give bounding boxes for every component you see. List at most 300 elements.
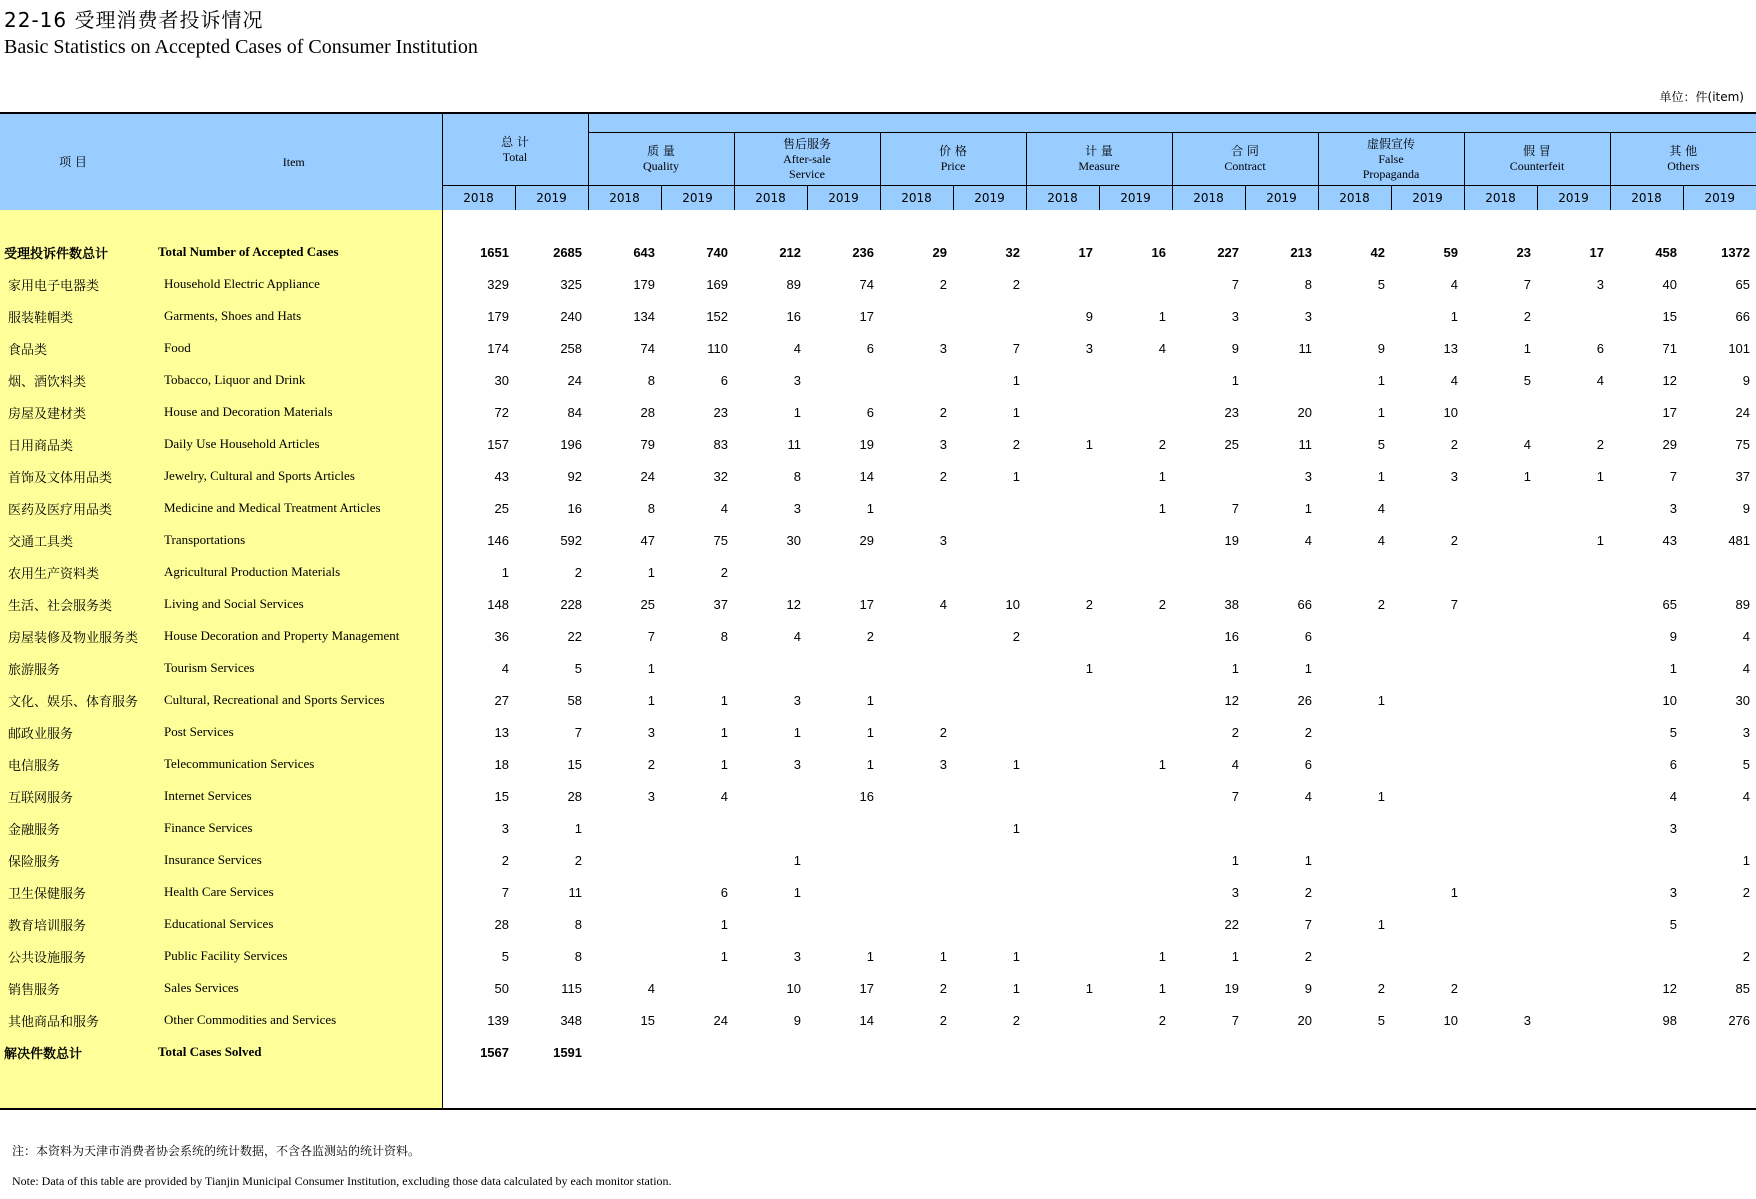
row-label-cn: 服装鞋帽类: [0, 300, 146, 332]
table-cell: [588, 908, 661, 940]
table-cell: [1026, 1036, 1099, 1068]
table-cell: 1: [1012, 372, 1021, 388]
table-cell: 3: [1669, 884, 1678, 900]
table-cell: 4: [1450, 372, 1459, 388]
row-label-en: Medicine and Medical Treatment Articles: [146, 492, 442, 524]
table-cell: [661, 812, 734, 844]
row-pad: [1172, 210, 1245, 236]
header-group-8: [1610, 133, 1756, 186]
table-cell: [1099, 684, 1172, 716]
table-cell: [1464, 780, 1537, 812]
table-cell: 1: [1231, 372, 1240, 388]
table-cell: 8: [574, 948, 583, 964]
table-row: [0, 748, 1756, 780]
table-cell: 3: [647, 724, 656, 740]
table-cell: 4: [720, 500, 729, 516]
table-cell: [1391, 1036, 1464, 1068]
table-cell: 4: [939, 596, 948, 612]
table-cell: 32: [1005, 244, 1021, 260]
table-cell: 3: [793, 756, 802, 772]
row-pad: [953, 210, 1026, 236]
table-cell: 1: [1450, 884, 1459, 900]
table-cell: 79: [640, 436, 656, 452]
table-cell: [1610, 1036, 1683, 1068]
row-label-en: Total Cases Solved: [146, 1036, 442, 1068]
row-label-en: Tobacco, Liquor and Drink: [146, 364, 442, 396]
table-cell: 240: [560, 308, 583, 324]
table-cell: [1537, 908, 1610, 940]
table-row: [0, 1004, 1756, 1036]
table-cell: [1464, 396, 1537, 428]
table-cell: 4: [1450, 276, 1459, 292]
table-cell: 2: [1523, 308, 1532, 324]
table-cell: 134: [633, 308, 656, 324]
table-cell: 29: [1662, 436, 1678, 452]
table-cell: 9: [1377, 340, 1386, 356]
table-cell: [661, 844, 734, 876]
row-label-en: Agricultural Production Materials: [146, 556, 442, 588]
table-cell: [1391, 940, 1464, 972]
table-cell: [1099, 876, 1172, 908]
table-cell: 2: [1012, 436, 1021, 452]
table-cell: 1: [574, 820, 583, 836]
table-cell: 26: [1297, 692, 1313, 708]
table-cell: [661, 1036, 734, 1068]
table-cell: 9: [1085, 308, 1094, 324]
table-cell: 1: [1377, 372, 1386, 388]
header-group-en: Price: [940, 159, 966, 173]
table-cell: 17: [859, 980, 875, 996]
row-label-cn: 房屋及建材类: [0, 396, 146, 428]
row-label-en: Jewelry, Cultural and Sports Articles: [146, 460, 442, 492]
table-row: [0, 780, 1756, 812]
row-pad: [1318, 1068, 1391, 1109]
table-cell: 3: [939, 340, 948, 356]
table-cell: 1: [647, 692, 656, 708]
table-cell: 1: [442, 556, 515, 588]
table-cell: [1245, 556, 1318, 588]
table-cell: 3: [1523, 1012, 1532, 1028]
table-cell: 3: [647, 788, 656, 804]
table-cell: [1464, 844, 1537, 876]
table-cell: [880, 556, 953, 588]
table-cell: 17: [1078, 244, 1094, 260]
table-cell: 28: [567, 788, 583, 804]
table-cell: 2: [1450, 532, 1459, 548]
table-cell: 1: [1085, 980, 1094, 996]
table-cell: 85: [1735, 980, 1751, 996]
table-cell: [1537, 844, 1610, 876]
table-cell: [588, 876, 661, 908]
table-cell: 6: [720, 372, 729, 388]
table-cell: [588, 844, 661, 876]
table-cell: 1: [1231, 852, 1240, 868]
row-pad: [442, 210, 515, 236]
table-cell: [807, 1036, 880, 1068]
row-pad: [1537, 210, 1610, 236]
header-year: 2019: [953, 186, 1026, 211]
table-cell: [1537, 588, 1610, 620]
row-label-cn: 家用电子电器类: [0, 268, 146, 300]
table-cell: 30: [786, 532, 802, 548]
row-label-cn: 销售服务: [0, 972, 146, 1004]
table-cell: 481: [1728, 532, 1751, 548]
table-cell: [1026, 716, 1099, 748]
table-cell: 15: [640, 1012, 656, 1028]
table-cell: 169: [706, 276, 729, 292]
table-cell: [1026, 268, 1099, 300]
table-cell: 2: [939, 980, 948, 996]
table-cell: [1464, 588, 1537, 620]
table-cell: [734, 812, 807, 844]
header-item-en: [146, 113, 442, 210]
header-group-1: [588, 133, 734, 186]
table-cell: 2: [1377, 980, 1386, 996]
table-cell: [1464, 876, 1537, 908]
header-group-spacer: [1610, 113, 1756, 133]
table-cell: 1: [1158, 308, 1167, 324]
row-pad: [1464, 1068, 1537, 1109]
table-cell: 16: [1224, 628, 1240, 644]
table-cell: [880, 684, 953, 716]
table-cell: 1: [1377, 692, 1386, 708]
row-label-en: Living and Social Services: [146, 588, 442, 620]
table-cell: 7: [1231, 788, 1240, 804]
table-cell: 2: [1158, 436, 1167, 452]
table-cell: 6: [1596, 340, 1605, 356]
table-cell: [1537, 972, 1610, 1004]
table-cell: 7: [1450, 596, 1459, 612]
table-cell: [1099, 556, 1172, 588]
table-cell: 9: [1742, 500, 1751, 516]
table-cell: 3: [793, 372, 802, 388]
row-label-en: Household Electric Appliance: [146, 268, 442, 300]
header-year: 2019: [1683, 186, 1756, 211]
table-cell: 1: [1012, 756, 1021, 772]
table-cell: 2: [939, 404, 948, 420]
table-cell: 3: [1669, 820, 1678, 836]
table-cell: [880, 844, 953, 876]
table-row: [0, 684, 1756, 716]
table-cell: [588, 1036, 661, 1068]
table-cell: [1391, 556, 1464, 588]
header-year: 2018: [1172, 186, 1245, 211]
header-group-6: [1318, 133, 1464, 186]
table-cell: [953, 492, 1026, 524]
header-group-cn: 质 量: [647, 144, 675, 158]
table-cell: [807, 652, 880, 684]
row-label-en: Health Care Services: [146, 876, 442, 908]
table-cell: 4: [1304, 532, 1313, 548]
table-cell: [1610, 940, 1683, 972]
header-year: 2019: [515, 186, 588, 211]
table-cell: [807, 908, 880, 940]
table-cell: 8: [647, 372, 656, 388]
table-cell: 7: [574, 724, 583, 740]
row-label-cn: 生活、社会服务类: [0, 588, 146, 620]
table-cell: 1: [1012, 948, 1021, 964]
table-cell: [1026, 780, 1099, 812]
table-cell: 16: [859, 788, 875, 804]
header-year: 2019: [1245, 186, 1318, 211]
table-cell: 5: [1377, 436, 1386, 452]
table-cell: 1: [1450, 308, 1459, 324]
table-cell: 72: [442, 396, 515, 428]
table-cell: [953, 780, 1026, 812]
table-row: [0, 364, 1756, 396]
table-cell: 1: [1304, 660, 1313, 676]
table-cell: 23: [1224, 404, 1240, 420]
header-group-total-cn: 总 计: [501, 134, 529, 149]
table-row: [0, 844, 1756, 876]
header-year: 2018: [442, 186, 515, 211]
table-cell: 1: [866, 724, 875, 740]
row-label-en: Telecommunication Services: [146, 748, 442, 780]
table-cell: [1391, 812, 1464, 844]
table-cell: [1172, 1036, 1245, 1068]
row-pad: [0, 210, 146, 236]
table-row: [0, 620, 1756, 652]
table-cell: 3: [793, 692, 802, 708]
header-group-en: Contract: [1224, 159, 1266, 173]
table-cell: [1099, 524, 1172, 556]
table-cell: [1537, 684, 1610, 716]
table-cell: 24: [1735, 404, 1751, 420]
table-cell: 2685: [553, 244, 583, 260]
table-cell: 1: [1158, 980, 1167, 996]
table-cell: 212: [779, 244, 802, 260]
table-cell: 110: [707, 340, 729, 356]
table-cell: [880, 1036, 953, 1068]
table-cell: [734, 908, 807, 940]
header-group-7: [1464, 133, 1610, 186]
table-cell: [1026, 684, 1099, 716]
table-cell: 19: [859, 436, 875, 452]
table-cell: [1026, 364, 1099, 396]
table-cell: 9: [1669, 628, 1678, 644]
table-cell: [1464, 748, 1537, 780]
table-cell: 2: [939, 276, 948, 292]
table-cell: [1318, 876, 1391, 908]
table-cell: 1: [720, 756, 729, 772]
table-cell: [1464, 908, 1537, 940]
table-cell: 4: [793, 628, 802, 644]
table-cell: [880, 780, 953, 812]
row-label-cn: 教育培训服务: [0, 908, 146, 940]
table-cell: [1245, 1036, 1318, 1068]
row-pad: [1683, 210, 1756, 236]
table-cell: 2: [1304, 724, 1313, 740]
table-cell: 1: [647, 564, 656, 580]
table-cell: 3: [1450, 468, 1459, 484]
table-row: [0, 396, 1756, 428]
table-cell: 47: [640, 532, 656, 548]
table-cell: [734, 556, 807, 588]
table-cell: [1537, 812, 1610, 844]
table-cell: 1: [1523, 468, 1532, 484]
table-cell: 139: [442, 1004, 515, 1036]
table-cell: 1: [1377, 788, 1386, 804]
table-cell: 6: [1304, 756, 1313, 772]
table-cell: [1464, 1036, 1537, 1068]
table-cell: 1: [866, 500, 875, 516]
table-cell: 152: [706, 308, 729, 324]
table-cell: 2: [1231, 724, 1240, 740]
table-cell: 348: [560, 1012, 583, 1028]
row-label-en: Tourism Services: [146, 652, 442, 684]
table-cell: [953, 876, 1026, 908]
table-cell: 2: [1304, 884, 1313, 900]
header-year: 2018: [588, 186, 661, 211]
table-cell: [1683, 812, 1756, 844]
statistics-table: [0, 112, 1756, 1110]
table-row: [0, 1036, 1756, 1068]
table-cell: 23: [1516, 244, 1532, 260]
header-group-cn: 假 冒: [1523, 144, 1551, 158]
table-cell: 24: [713, 1012, 729, 1028]
header-group-spacer: [1172, 113, 1318, 133]
header-year: 2019: [1099, 186, 1172, 211]
header-year: 2018: [1464, 186, 1537, 211]
table-cell: 4: [1742, 788, 1751, 804]
header-group-en: Others: [1667, 159, 1700, 173]
row-label-cn: 医药及医疗用品类: [0, 492, 146, 524]
table-cell: 3: [939, 436, 948, 452]
table-cell: [1026, 812, 1099, 844]
header-group-cn: 价 格: [939, 144, 967, 158]
table-cell: 7: [647, 628, 656, 644]
table-cell: [1318, 844, 1391, 876]
table-cell: [880, 300, 953, 332]
table-cell: [1610, 556, 1683, 588]
table-row: [0, 556, 1756, 588]
table-cell: 7: [1231, 500, 1240, 516]
table-cell: [1537, 780, 1610, 812]
row-pad: [661, 210, 734, 236]
table-cell: 6: [866, 404, 875, 420]
row-label-en: Transportations: [146, 524, 442, 556]
table-row: [0, 972, 1756, 1004]
table-cell: 2: [647, 756, 656, 772]
table-cell: 65: [1735, 276, 1751, 292]
table-cell: 13: [1443, 340, 1459, 356]
table-row: [0, 588, 1756, 620]
table-cell: 148: [442, 588, 515, 620]
table-cell: 23: [713, 404, 729, 420]
table-cell: 146: [442, 524, 515, 556]
table-cell: 4: [1742, 660, 1751, 676]
table-cell: 2: [1012, 276, 1021, 292]
table-cell: 1: [720, 724, 729, 740]
table-row: [0, 460, 1756, 492]
table-cell: 4: [1523, 436, 1532, 452]
table-body: [0, 210, 1756, 1109]
table-cell: 1: [1231, 660, 1240, 676]
row-label-cn: 房屋装修及物业服务类: [0, 620, 146, 652]
row-pad: [880, 1068, 953, 1109]
table-cell: 3: [1596, 276, 1605, 292]
table-cell: 59: [1443, 244, 1459, 260]
row-label-en: Finance Services: [146, 812, 442, 844]
table-cell: [1318, 1036, 1391, 1068]
row-pad: [515, 210, 588, 236]
row-label-en: Internet Services: [146, 780, 442, 812]
table-cell: 3: [939, 756, 948, 772]
table-cell: [734, 780, 807, 812]
table-cell: 276: [1728, 1012, 1751, 1028]
table-cell: [1026, 748, 1099, 780]
table-cell: [1464, 684, 1537, 716]
table-cell: 2: [939, 468, 948, 484]
table-cell: [1099, 908, 1172, 940]
table-cell: [1683, 908, 1756, 940]
table-cell: 10: [786, 980, 802, 996]
row-pad: [1026, 210, 1099, 236]
header-group-cn: 虚假宣传: [1367, 136, 1416, 151]
table-cell: [1099, 268, 1172, 300]
table-cell: 4: [1596, 372, 1605, 388]
row-label-en: Garments, Shoes and Hats: [146, 300, 442, 332]
table-cell: 36: [442, 620, 515, 652]
row-label-cn: 交通工具类: [0, 524, 146, 556]
table-cell: 3: [793, 500, 802, 516]
table-cell: 157: [442, 428, 515, 460]
table-cell: 12: [786, 596, 802, 612]
table-cell: 43: [1662, 532, 1678, 548]
table-row: [0, 300, 1756, 332]
table-cell: [1245, 364, 1318, 396]
table-cell: 458: [1655, 244, 1678, 260]
table-cell: 4: [1742, 628, 1751, 644]
row-pad: [734, 1068, 807, 1109]
table-cell: 42: [1370, 244, 1386, 260]
table-cell: 3: [1304, 468, 1313, 484]
table-cell: [1391, 492, 1464, 524]
table-cell: [1099, 780, 1172, 812]
table-cell: 14: [859, 1012, 875, 1028]
table-cell: [1026, 396, 1099, 428]
table-cell: [880, 620, 953, 652]
table-cell: 1: [720, 916, 729, 932]
table-cell: 3: [1085, 340, 1094, 356]
header-group-cn: 计 量: [1085, 144, 1113, 158]
table-cell: [953, 556, 1026, 588]
table-cell: 2: [1596, 436, 1605, 452]
header-group-en: After-sale Service: [783, 151, 831, 181]
header-group-en: Measure: [1078, 159, 1120, 173]
table-cell: 1: [1085, 436, 1094, 452]
row-label-cn: 日用商品类: [0, 428, 146, 460]
table-cell: [1537, 492, 1610, 524]
table-cell: 1: [1085, 660, 1094, 676]
header-group-total-en: Total: [502, 149, 528, 164]
table-cell: 1: [720, 692, 729, 708]
table-cell: [807, 556, 880, 588]
row-pad: [661, 1068, 734, 1109]
table-cell: 43: [442, 460, 515, 492]
row-pad: [1610, 1068, 1683, 1109]
table-cell: [880, 908, 953, 940]
table-cell: 227: [1217, 244, 1240, 260]
table-cell: [1026, 908, 1099, 940]
table-cell: 3: [1742, 724, 1751, 740]
row-label-en: Post Services: [146, 716, 442, 748]
table-cell: 2: [442, 844, 515, 876]
table-cell: 1591: [553, 1044, 583, 1060]
header-group-spacer: [1318, 113, 1464, 133]
row-label-en: Daily Use Household Articles: [146, 428, 442, 460]
table-cell: 37: [1735, 468, 1751, 484]
